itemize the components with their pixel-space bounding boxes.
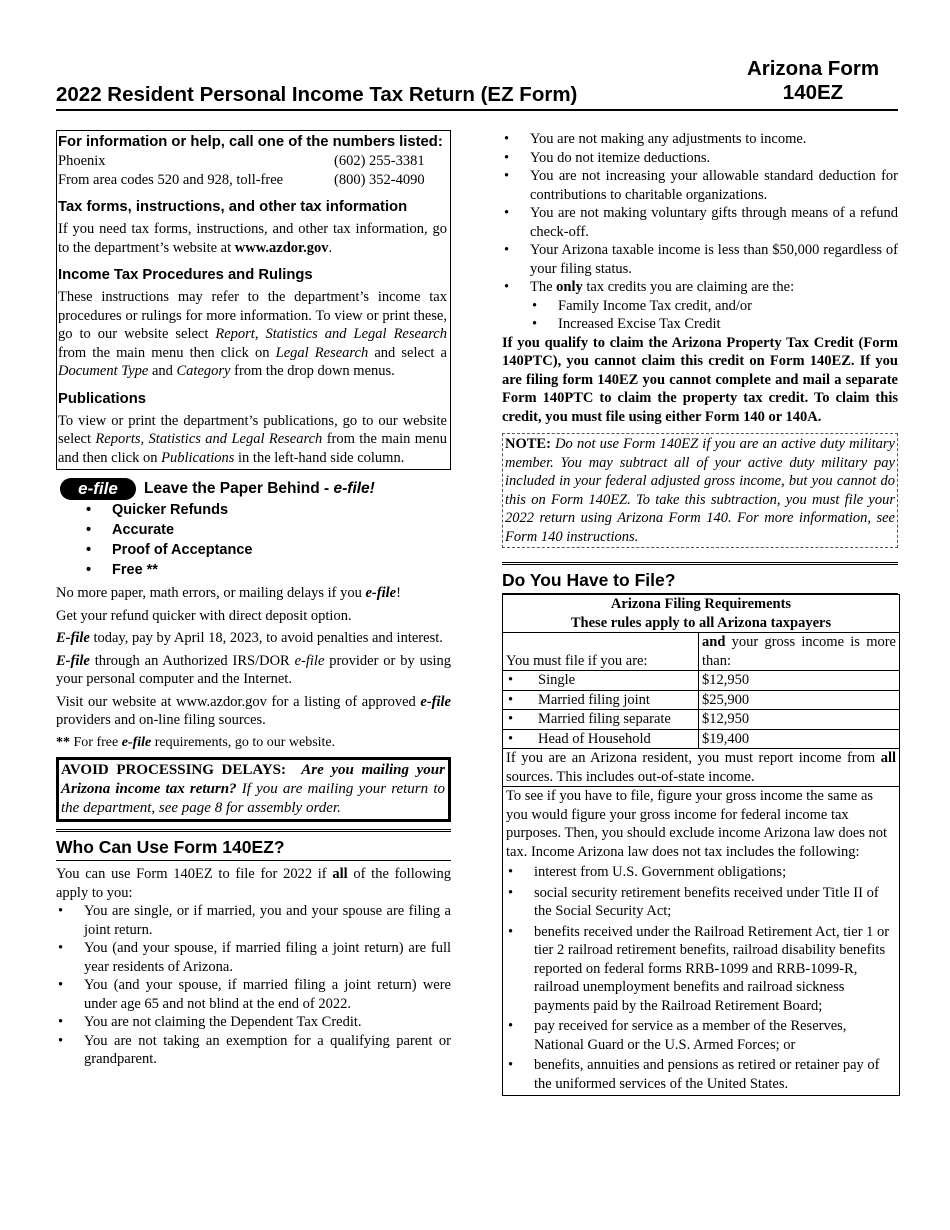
list-item: • Your Arizona taxable income is less than $50,000 regardless of your filing status.	[502, 241, 898, 278]
who-list	[56, 902, 451, 1069]
form-name-line1: Arizona Form	[746, 57, 880, 80]
efile-para: Get your refund quicker with direct deposit option.	[56, 607, 352, 624]
list-item: • You (and your spouse, if married filing a joint return) are full year residents of Arizona.	[56, 939, 451, 976]
list-item: • You are not increasing your allowable standard deduction for contributions to charitable organizations.	[502, 167, 898, 204]
efile-header	[56, 478, 451, 500]
list-item: • benefits received under the Railroad Retirement Act, tier 1 or tier 2 railroad retirement benefits, railroad disability benefits reported on federal forms RRB-1099 and RRB-1099-R, railroad unemployment benefits and railroad sickness payments paid by the Railroad Retirement Board;	[506, 923, 896, 1016]
form-name	[738, 57, 888, 105]
table-row: • Married filing joint $25,900	[503, 690, 900, 710]
efile-title: Leave the Paper Behind - e-file!	[144, 479, 375, 497]
phone-number: (602) 255-3381	[334, 153, 425, 169]
table-caption: Arizona Filing Requirements These rules apply to all Arizona taxpayers	[503, 595, 900, 633]
list-item: • You (and your spouse, if married filing a joint return) were under age 65 and not blind at the end of 2022.	[56, 976, 451, 1013]
phone-label: Phoenix	[58, 153, 106, 169]
exclusions-list	[506, 863, 896, 1093]
efile-para: Visit our website at www.azdor.gov for a listing of approved e-file providers and on-line filing sources.	[56, 693, 451, 728]
right-column	[502, 130, 898, 1096]
page-header	[56, 56, 898, 111]
list-item: • You are not making any adjustments to income.	[502, 130, 898, 149]
table-row: • Married filing separate $12,950	[503, 710, 900, 730]
phone-row	[58, 171, 447, 190]
list-item: • Quicker Refunds	[56, 500, 451, 520]
avoid-delays-box: AVOID PROCESSING DELAYS: Are you mailing your Arizona income tax return? If you are mailing your return to the department, see page 8 for assembly order.	[56, 757, 451, 822]
list-item: • The only tax credits you are claiming are the:	[502, 278, 898, 297]
tax-forms-text: If you need tax forms, instructions, and other tax information, go to the department’s website at www.azdor.gov.	[58, 221, 447, 256]
page-title: 2022 Resident Personal Income Tax Return (EZ Form)	[56, 82, 578, 106]
who-heading: Who Can Use Form 140EZ?	[56, 829, 451, 861]
efile-para: E-file today, pay by April 18, 2023, to avoid penalties and interest.	[56, 630, 443, 646]
efile-section	[56, 478, 451, 752]
gross-income-cell	[503, 787, 900, 1096]
gross-income-text: To see if you have to file, figure your gross income the same as you would figure your gross income for federal income tax purposes. Then, you should exclude income Arizona law does not tax. Income Arizona law does not tax includes the following:	[506, 788, 888, 860]
military-note-box: NOTE: Do not use Form 140EZ if you are an active duty military member. You may subtract all of your active duty military pay included in your federal adjusted gross income, but you cannot do this on Form 140EZ. To take this subtraction, you must file your 2022 return using Arizona Form 140. For more information, see Form 140 instructions.	[502, 433, 898, 548]
phone-number: (800) 352-4090	[334, 171, 425, 188]
table-row: • Head of Household $19,400	[503, 729, 900, 749]
list-item: • Accurate	[56, 520, 451, 540]
list-item: • pay received for service as a member of the Reserves, National Guard or the U.S. Armed Forces; or	[506, 1017, 896, 1054]
list-item: • You do not itemize deductions.	[502, 149, 898, 168]
website-link[interactable]: www.azdor.gov	[234, 239, 329, 256]
resident-note: If you are an Arizona resident, you must report income from all sources. This includes out-of-state income.	[503, 749, 900, 787]
efile-para: No more paper, math errors, or mailing delays if you e-file!	[56, 585, 401, 601]
publications-heading: Publications	[58, 390, 146, 407]
tax-forms-heading: Tax forms, instructions, and other tax information	[58, 199, 408, 215]
list-item: • social security retirement benefits received under Title II of the Social Security Act;	[506, 884, 896, 921]
who-list-continued	[502, 130, 898, 297]
table-row: • Single $12,950	[503, 671, 900, 691]
list-item: • You are not taking an exemption for a qualifying parent or grandparent.	[56, 1032, 451, 1069]
efile-para: E-file through an Authorized IRS/DOR e-file provider or by using your personal computer and the Internet.	[56, 652, 452, 687]
efile-benefits	[56, 500, 451, 580]
credits-list	[502, 297, 898, 334]
info-box	[56, 130, 451, 470]
list-item: • You are not claiming the Dependent Tax Credit.	[56, 1013, 451, 1032]
file-heading: Do You Have to File?	[502, 562, 898, 594]
list-item: • Proof of Acceptance	[56, 540, 451, 560]
list-item: • interest from U.S. Government obligations;	[506, 863, 896, 882]
procedures-heading: Income Tax Procedures and Rulings	[58, 267, 313, 283]
phone-row	[58, 152, 447, 171]
efile-para: ** For free e-file requirements, go to our website.	[56, 734, 336, 750]
list-item: • Free **	[56, 560, 451, 580]
list-item: • Increased Excise Tax Credit	[502, 315, 898, 334]
list-item: • You are not making voluntary gifts through means of a refund check-off.	[502, 204, 898, 241]
table-header: You must file if you are:	[503, 633, 699, 671]
form-name-line2: 140EZ	[782, 81, 844, 104]
who-intro: You can use Form 140EZ to file for 2022 if all of the following apply to you:	[56, 866, 451, 901]
list-item: • You are single, or if married, you and your spouse are filing a joint return.	[56, 902, 451, 939]
procedures-text: These instructions may refer to the department’s income tax procedures or rulings for more information. To view or print these, go to our website select Report, Statistics and Legal Research from the main menu then click on Legal Research and select a Document Type and Category from the drop down menus.	[58, 289, 447, 379]
list-item: • benefits, annuities and pensions as retired or retainer pay of the uniformed services of the United States.	[506, 1056, 896, 1093]
left-column	[56, 130, 451, 1069]
filing-requirements-table	[502, 594, 900, 1096]
table-header: and your gross income is more than:	[699, 633, 900, 671]
info-heading: For information or help, call one of the numbers listed:	[58, 134, 443, 150]
ptc-note: If you qualify to claim the Arizona Property Tax Credit (Form 140PTC), you cannot claim this credit on Form 140EZ. If you are filing form 140EZ you cannot complete and mail a separate Form 140PTC to claim the property tax credit. To claim this credit, you must file using either Form 140 or 140A.	[502, 334, 898, 425]
publications-text: To view or print the department’s publications, go to our website select Reports, Statistics and Legal Research from the main menu and then click on Publications in the left-hand side column.	[58, 412, 447, 466]
efile-logo: e-file	[60, 478, 136, 500]
phone-label: From area codes 520 and 928, toll-free	[58, 171, 284, 188]
list-item: • Family Income Tax credit, and/or	[502, 297, 898, 316]
